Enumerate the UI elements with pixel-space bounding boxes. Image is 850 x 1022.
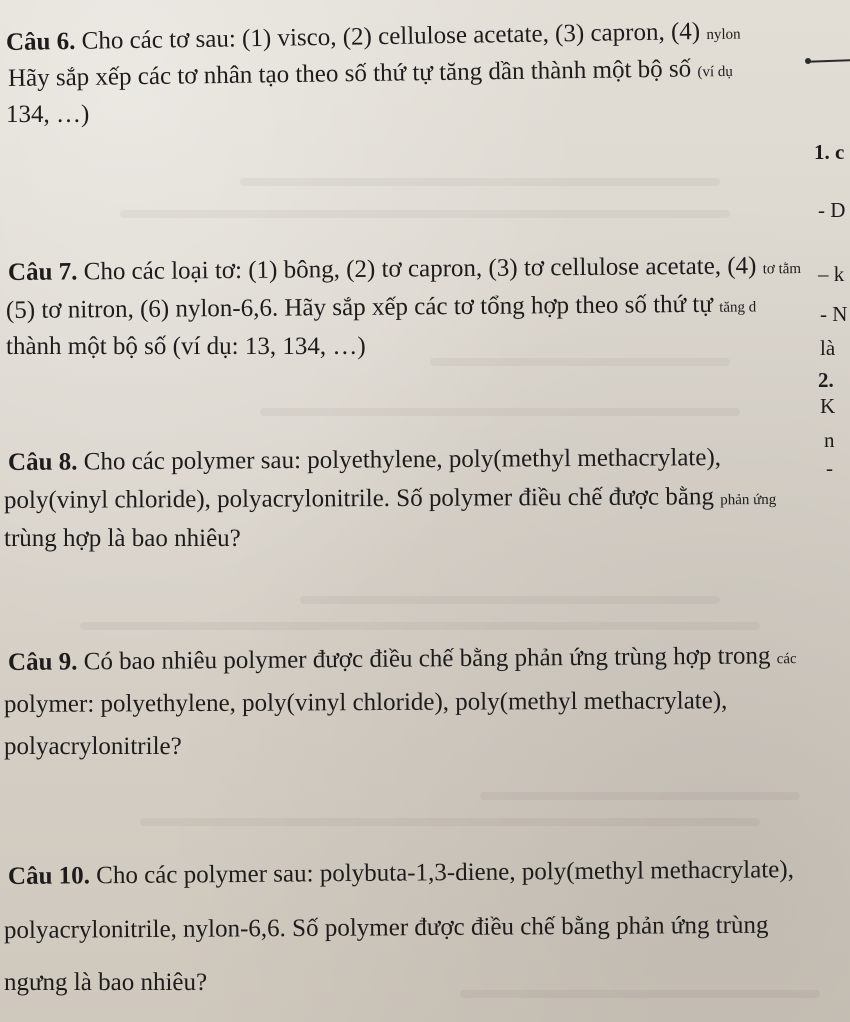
question-10-line-3: [4, 968, 207, 998]
question-number: Câu 9.: [7, 648, 78, 676]
question-text: Cho các polymer sau: polybuta-1,3-diene, poly(methyl methacrylate),: [89, 856, 795, 890]
question-trailing-text: các: [776, 651, 797, 668]
question-number: Câu 7.: [7, 258, 78, 286]
question-trailing-text: phản ứng: [720, 491, 777, 509]
show-through-mark: [460, 990, 820, 998]
show-through-mark: [140, 818, 760, 826]
question-text: polymer: polyethylene, poly(vinyl chloride), poly(methyl methacrylate),: [3, 687, 728, 718]
question-text: Có bao nhiêu polymer được điều chế bằng phản ứng trùng hợp trong: [77, 642, 777, 676]
question-number: Câu 8.: [7, 448, 78, 476]
margin-fragment: -: [826, 456, 833, 480]
question-8-line-1: [8, 443, 721, 478]
show-through-mark: [430, 358, 730, 366]
question-8-line-3: [4, 524, 241, 554]
question-text: thành một bộ số (ví dụ: 13, 134, …): [6, 333, 366, 360]
question-text: ngưng là bao nhiêu?: [4, 969, 208, 996]
show-through-mark: [80, 622, 760, 630]
question-9-line-3: [4, 732, 182, 762]
margin-fragment: 2.: [818, 368, 834, 392]
pen-dot: [805, 58, 811, 64]
pen-mark: [808, 59, 850, 62]
question-text: polyacrylonitrile, nylon-6,6. Số polymer được điều chế bằng phản ứng trùng: [3, 911, 769, 944]
margin-fragment: n: [824, 428, 835, 452]
question-7-line-2: [6, 289, 757, 329]
margin-fragment: - D: [818, 198, 846, 222]
margin-fragment: - N: [820, 302, 848, 326]
margin-fragment: là: [820, 336, 836, 360]
show-through-mark: [120, 210, 730, 218]
question-9-line-1: [8, 641, 797, 681]
question-text: 134, …): [6, 101, 90, 128]
show-through-mark: [480, 792, 800, 800]
question-text: (5) tơ nitron, (6) nylon-6,6. Hãy sắp xếp các tơ tổng hợp theo số thứ tự: [5, 290, 720, 324]
show-through-mark: [240, 178, 720, 186]
question-trailing-text: nylon: [706, 26, 741, 43]
question-number: Câu 10.: [7, 862, 91, 890]
question-text: Cho các tơ sau: (1) visco, (2) cellulose acetate, (3) capron, (4): [75, 17, 707, 55]
question-text: Cho các polymer sau: polyethylene, poly(methyl methacrylate),: [77, 444, 722, 476]
question-trailing-text: tơ tằm: [762, 261, 802, 278]
question-text: trùng hợp là bao nhiêu?: [4, 525, 241, 552]
question-text: polyacrylonitrile?: [4, 733, 182, 760]
show-through-mark: [260, 408, 740, 416]
question-6-line-3: [6, 100, 89, 130]
question-6-line-2: [8, 54, 733, 97]
question-text: Cho các loại tơ: (1) bông, (2) tơ capron, (3) tơ cellulose acetate, (4): [77, 252, 763, 286]
question-trailing-text: (ví dụ: [697, 63, 733, 81]
question-trailing-text: tăng d: [719, 299, 757, 316]
question-8-line-2: [4, 482, 776, 519]
question-number: Câu 6.: [5, 27, 76, 56]
question-10-line-1: [8, 855, 794, 892]
question-7-line-3: [6, 332, 366, 362]
margin-fragment: – k: [818, 262, 845, 286]
question-text: poly(vinyl chloride), polyacrylonitrile. Số polymer điều chế được bằng: [3, 483, 721, 514]
show-through-mark: [300, 596, 720, 604]
margin-fragment: K: [820, 394, 836, 418]
question-10-line-2: [4, 911, 769, 946]
question-7-line-1: [8, 251, 801, 291]
question-text: Hãy sắp xếp các tơ nhân tạo theo số thứ tự tăng dần thành một bộ số: [7, 55, 698, 92]
margin-fragment: 1. c: [814, 140, 845, 164]
question-9-line-2: [4, 686, 728, 720]
